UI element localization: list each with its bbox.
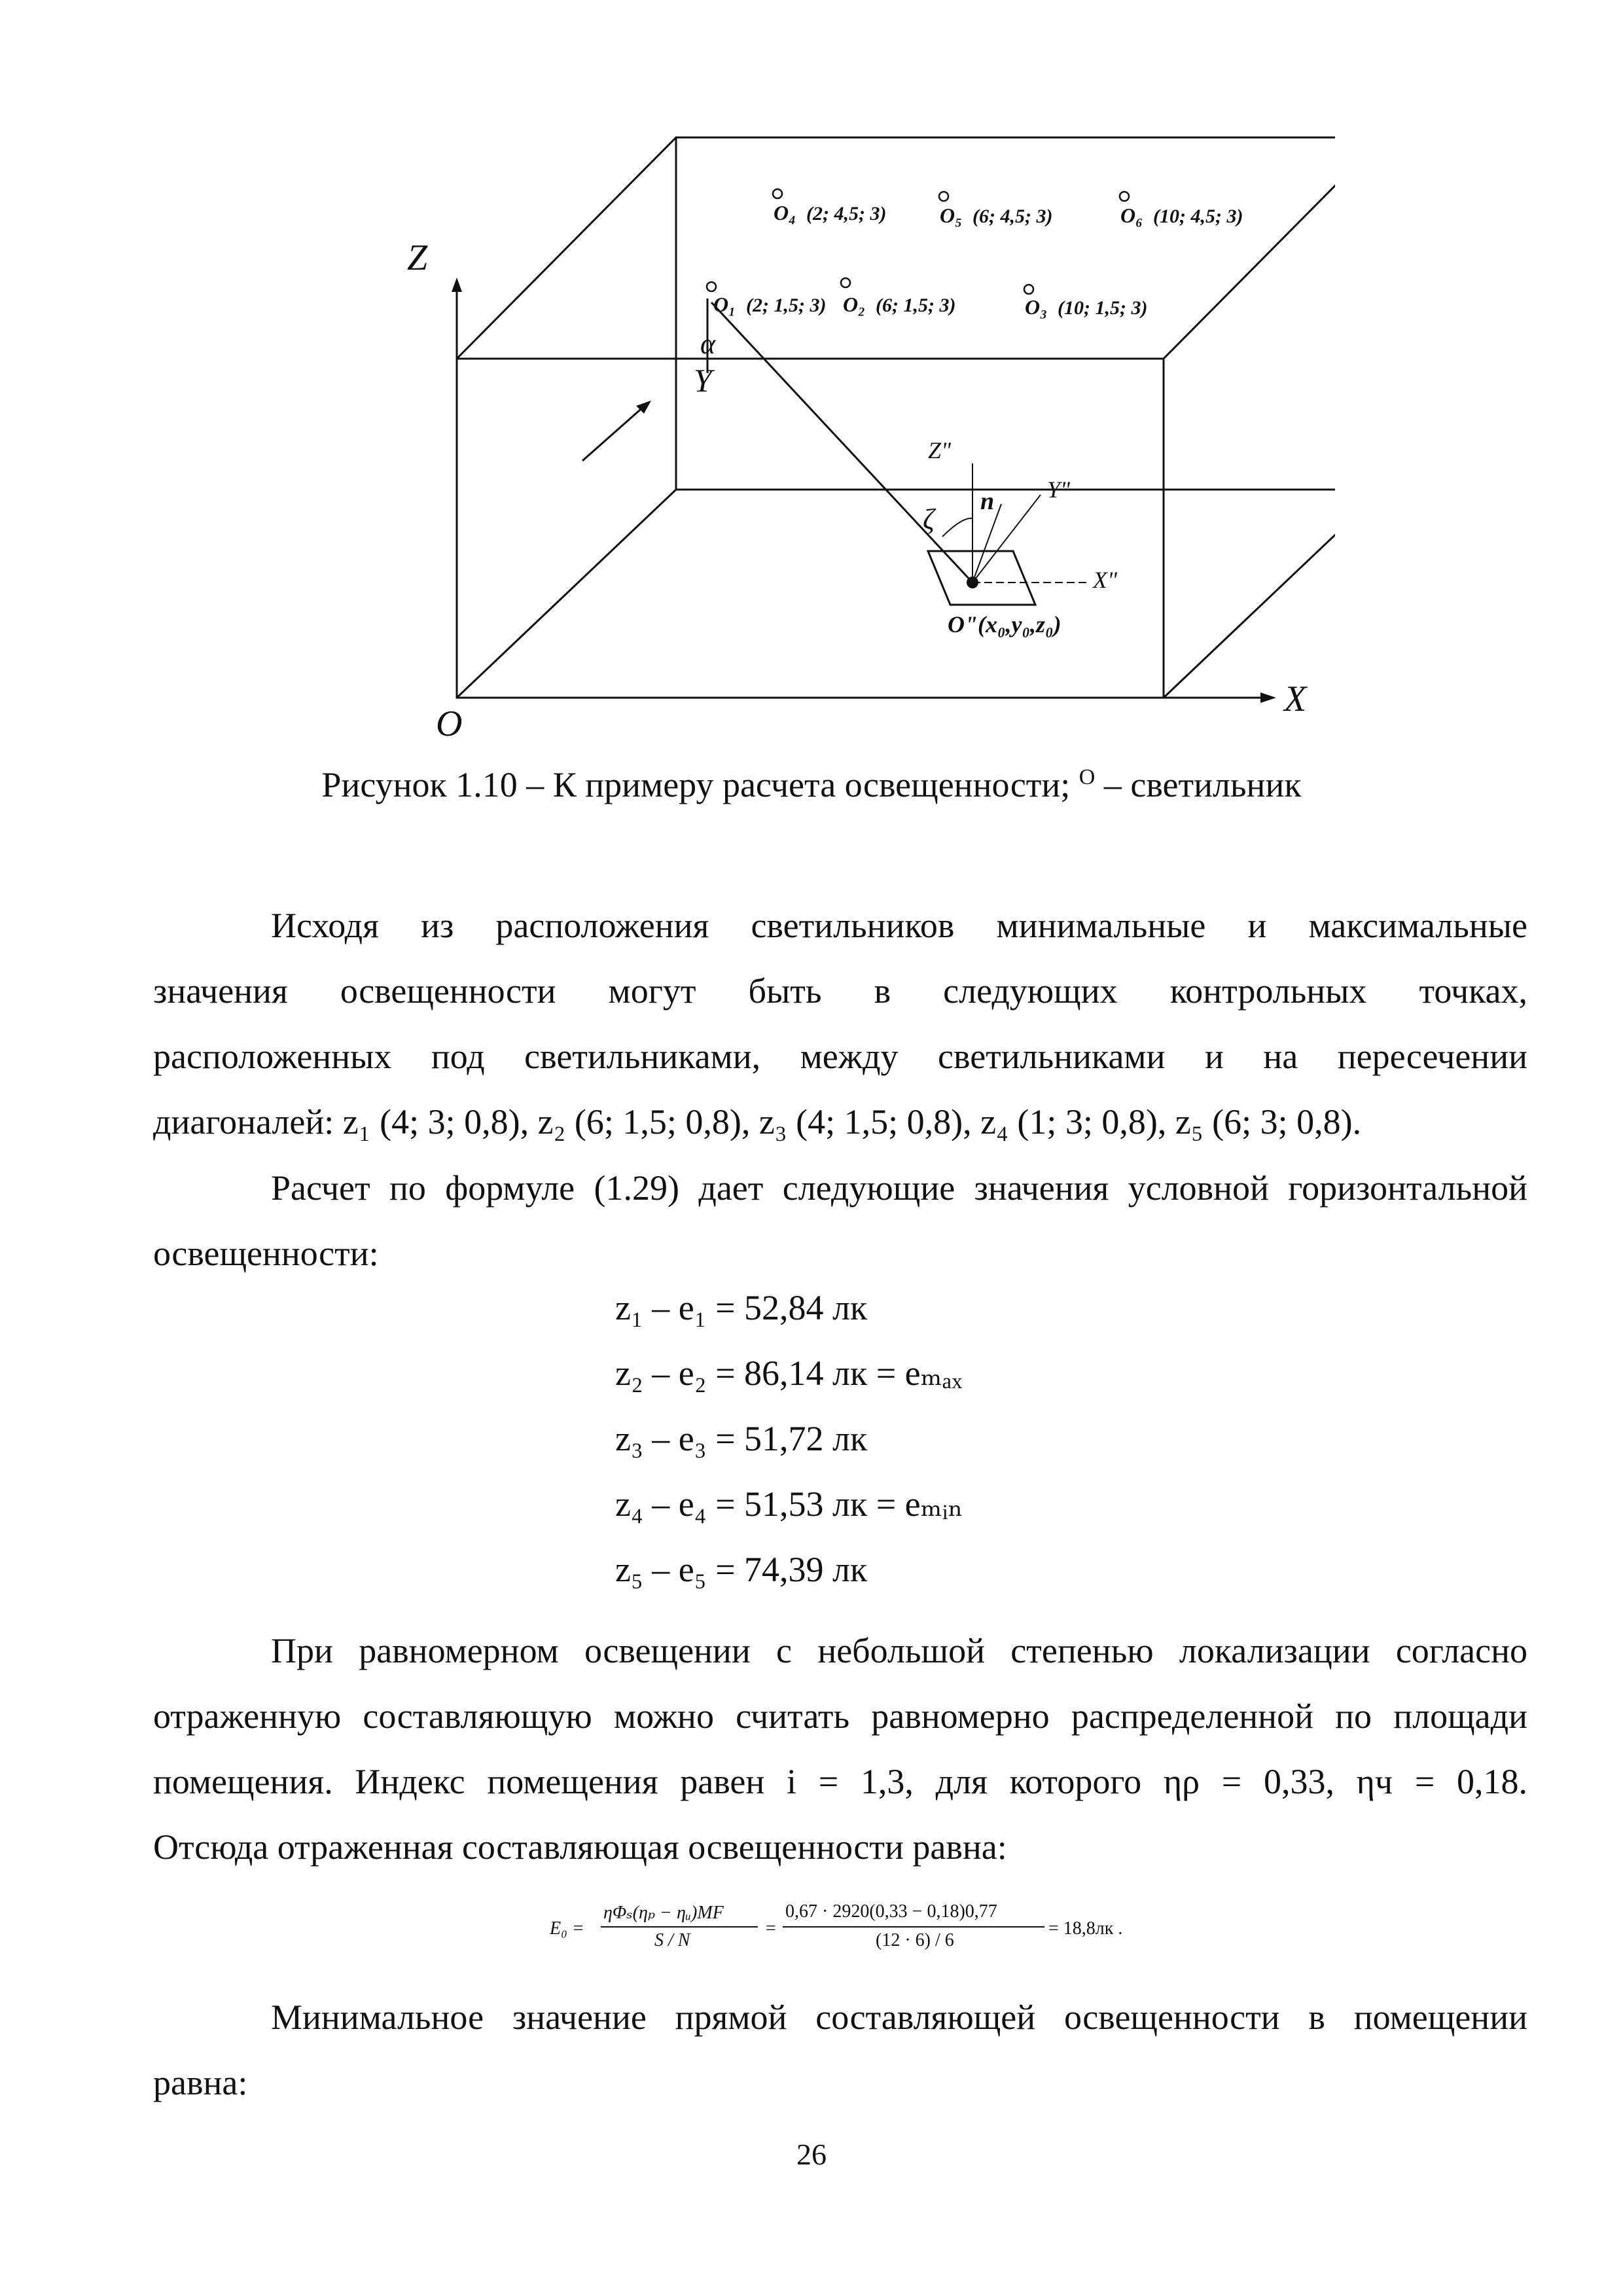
p1-line-4: диагоналей: z₁ (4; 3; 0,8), z₂ (6; 1,5; 0,8), z₃ (4; 1,5; 0,8), z₄ (1; 3; 0,8), z₅ (6; 3; 0,8).: [153, 1102, 1362, 1141]
axis-x-label: X: [1284, 679, 1307, 719]
room-diagram: [393, 118, 1335, 759]
page-number: 26: [796, 2138, 827, 2171]
point-o2-label: O"(x₀,y₀,z₀): [948, 611, 1061, 637]
p2-line-2: освещенности:: [153, 1234, 379, 1273]
p4-line-2: равна:: [153, 2063, 248, 2102]
axis-x2-label: X": [1093, 567, 1118, 593]
eta-label: n: [980, 488, 995, 515]
equation-z3: z₃ – e₃ = 51,72 лк: [615, 1419, 868, 1458]
luminaire-o4-label: O₄: [774, 201, 796, 224]
caption-symbol: O: [1079, 765, 1096, 789]
luminaire-o5-label: O₅: [940, 204, 963, 227]
x-arrow-icon: [1260, 692, 1276, 703]
formula-den2: (12 · 6) / 6: [876, 1930, 954, 1950]
luminaire-o6-label: O₆: [1120, 204, 1143, 227]
p1-line-3: расположенных под светильниками, между светильниками и на пересечении: [153, 1037, 1527, 1076]
p1-line-1: Исходя из расположения светильников минимальные и максимальные: [271, 906, 1527, 945]
formula-den1: S / N: [654, 1930, 690, 1950]
luminaire-o4-coord: (2; 4,5; 3): [806, 203, 887, 224]
formula-frac-line-2: [783, 1926, 1044, 1928]
axis-z2-label: Z": [928, 437, 952, 463]
equation-z4: z₄ – e₄ = 51,53 лк = eₘᵢₙ: [615, 1484, 963, 1524]
luminaire-o2-coord: (6; 1,5; 3): [876, 295, 956, 316]
p2-line-1: Расчет по формуле (1.29) дает следующие значения условной горизонтальной: [271, 1168, 1527, 1208]
zeta-label: ζ: [923, 503, 935, 535]
luminaire-o5-coord: (6; 4,5; 3): [972, 206, 1053, 227]
equation-z2: z₂ – e₂ = 86,14 лк = eₘₐₓ: [615, 1354, 963, 1393]
formula-result: = 18,8лк .: [1048, 1918, 1123, 1939]
room-diagram-svg: [393, 118, 1335, 759]
luminaire-o3-label: O₃: [1025, 295, 1048, 319]
p3-line-3: помещения. Индекс помещения равен i = 1,3, для которого ηρ = 0,33, ηч = 0,18.: [153, 1762, 1527, 1801]
axis-z-label: Z: [407, 238, 428, 278]
p4-line-1: Минимальное значение прямой составляющей освещенности в помещении: [271, 1998, 1527, 2037]
axis-y-label: Y: [694, 362, 712, 399]
formula-lhs: E₀ =: [550, 1918, 584, 1939]
p3-line-1: При равномерном освещении с небольшой степенью локализации согласно: [271, 1631, 1527, 1670]
luminaire-o6-coord: (10; 4,5; 3): [1153, 206, 1243, 227]
luminaire-o3-coord: (10; 1,5; 3): [1058, 297, 1148, 319]
formula-num2: 0,67 · 2920(0,33 − 0,18)0,77: [785, 1901, 997, 1922]
equation-z5: z₅ – e₅ = 74,39 лк: [615, 1550, 868, 1589]
luminaire-o1-coord: (2; 1,5; 3): [746, 295, 827, 316]
equation-z1: z₁ – e₁ = 52,84 лк: [615, 1288, 868, 1327]
p1-line-2: значения освещенности могут быть в следующих контрольных точках,: [153, 971, 1527, 1011]
figure-caption: [0, 764, 1623, 805]
luminaire-o2-label: O₂: [843, 293, 866, 316]
caption-tail: – светильник: [1095, 765, 1302, 804]
formula-num1: ηΦₛ(ηₚ − ηᵤ)MF: [603, 1903, 724, 1923]
z-arrow-icon: [452, 278, 462, 292]
reflected-illuminance-formula: [550, 1901, 1204, 1954]
p3-line-4: Отсюда отраженная составляющая освещенности равна:: [153, 1827, 1007, 1867]
caption-text: Рисунок 1.10 – К примеру расчета освещенности;: [321, 765, 1079, 804]
formula-eq1: =: [766, 1918, 776, 1939]
alpha-label: α: [700, 328, 716, 360]
origin-label: O: [436, 704, 463, 744]
formula-frac-line-1: [601, 1926, 758, 1928]
point-o2-marker: [967, 577, 978, 588]
luminaire-o1-label: O₁: [713, 293, 736, 316]
p3-line-2: отраженную составляющую можно считать равномерно распределенной по площади: [153, 1696, 1527, 1736]
axis-y2-label: Y": [1047, 476, 1071, 503]
